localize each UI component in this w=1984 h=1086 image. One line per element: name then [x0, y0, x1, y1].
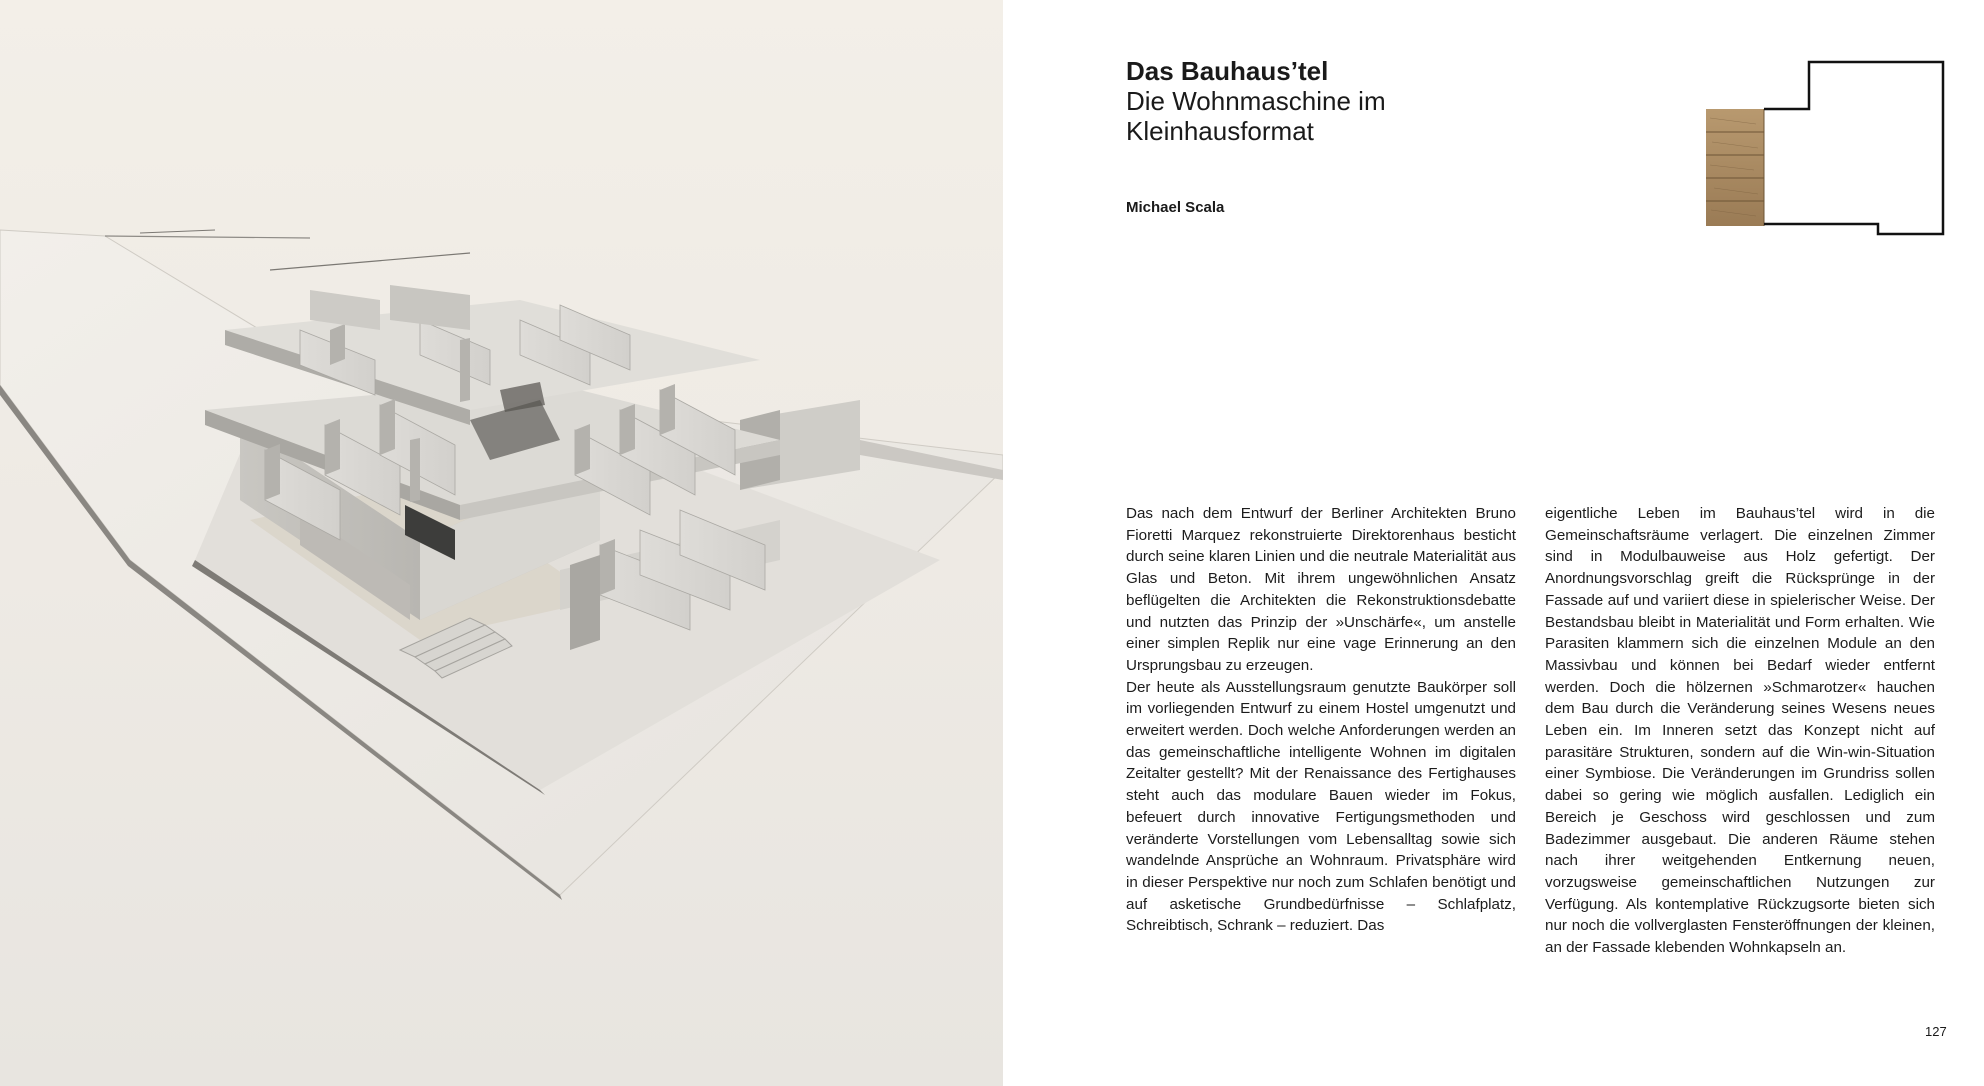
title-block: [1126, 56, 1546, 146]
body-paragraph: eigentliche Leben im Bauhaus’tel wird in die Gemeinschaftsräume verlagert. Die einzelnen Zimmer sind in Modulbauweise aus Holz gefertigt. Der Anordnungsvorschlag greift die Rücksprünge in der Fassade auf und variiert diese in spielerischer Weise. Der Bestandsbau bleibt in Materialität und Form erhalten. Wie Parasiten klammern sich die einzelnen Module an den Massivbau und können bei Bedarf wieder entfernt werden. Doch die hölzernen »Schmarotzer« hauchen dem Bau durch die Veränderung seines Wesens neues Leben ein. Im Inneren setzt das Konzept nicht auf parasitäre Strukturen, sondern auf die Win-win-Situation einer Symbiose. Die Veränderungen im Grundriss sollen dabei so gering wie möglich ausfallen. Lediglich ein Bereich je Geschoss wird geschlossen und zum Badezimmer ausgebaut. Die anderen Räume stehen nach ihrer weitgehenden Entkernung neuen, vorzugsweise gemeinschaftlichen Nutzungen zur Verfügung. Als kontemplative Rückzugsorte bieten sich nur noch die vollverglasten Fensteröffnungen der kleinen, an der Fassade klebenden Wohnkapseln an.: [1545, 505, 1935, 957]
body-paragraph: Der heute als Ausstellungsraum genutzte Baukörper soll im vorliegenden Entwurf zu einem Hostel umgenutzt und erweitert werden. Doch welche Anforderungen werden an das gemeinschaftliche intelligente Wohnen im digitalen Zeitalter gestellt? Mit der Renaissance des Fertighauses steht auch das modulare Bauen wieder im Fokus, befeuert durch innovative Fertigungsmethoden und veränderte Vorstellungen vom Lebensalltag sowie sich wandelnde Ansprüche an Wohnraum. Privatsphäre wird in dieser Perspektive nur noch zum Schlafen benötigt und auf asketische Grundbedürfnisse – Schlafplatz, Schreibtisch, Schrank – reduziert. Das: [1126, 678, 1516, 935]
body-paragraph: Das nach dem Entwurf der Berliner Architekten Bruno Fioretti Marquez rekonstruierte Direktorenhaus besticht durch seine klaren Linien und die neutrale Materialität aus Glas und Beton. Mit ihrem ungewöhnlichen Ansatz beflügelten die Architekten die Rekonstruktionsdebatte und nutzten das Prinzip der »Unschärfe«, um anstelle einer simplen Replik nur eine vage Erinnerung an den Ursprungsbau zu erzeugen.: [1126, 505, 1516, 674]
article-subtitle-line-1: Die Wohnmaschine im: [1126, 86, 1386, 116]
article-title: Das Bauhaus’tel: [1126, 56, 1329, 86]
floor-plan-outline-icon: [1706, 58, 1946, 238]
body-column-right: [1545, 503, 1935, 959]
article-subtitle-line-2: Kleinhausformat: [1126, 116, 1314, 146]
page-number: 127: [1925, 1024, 1947, 1039]
right-page: [1003, 0, 1984, 1086]
body-column-left: [1126, 503, 1516, 937]
author-name: Michael Scala: [1126, 199, 1225, 216]
